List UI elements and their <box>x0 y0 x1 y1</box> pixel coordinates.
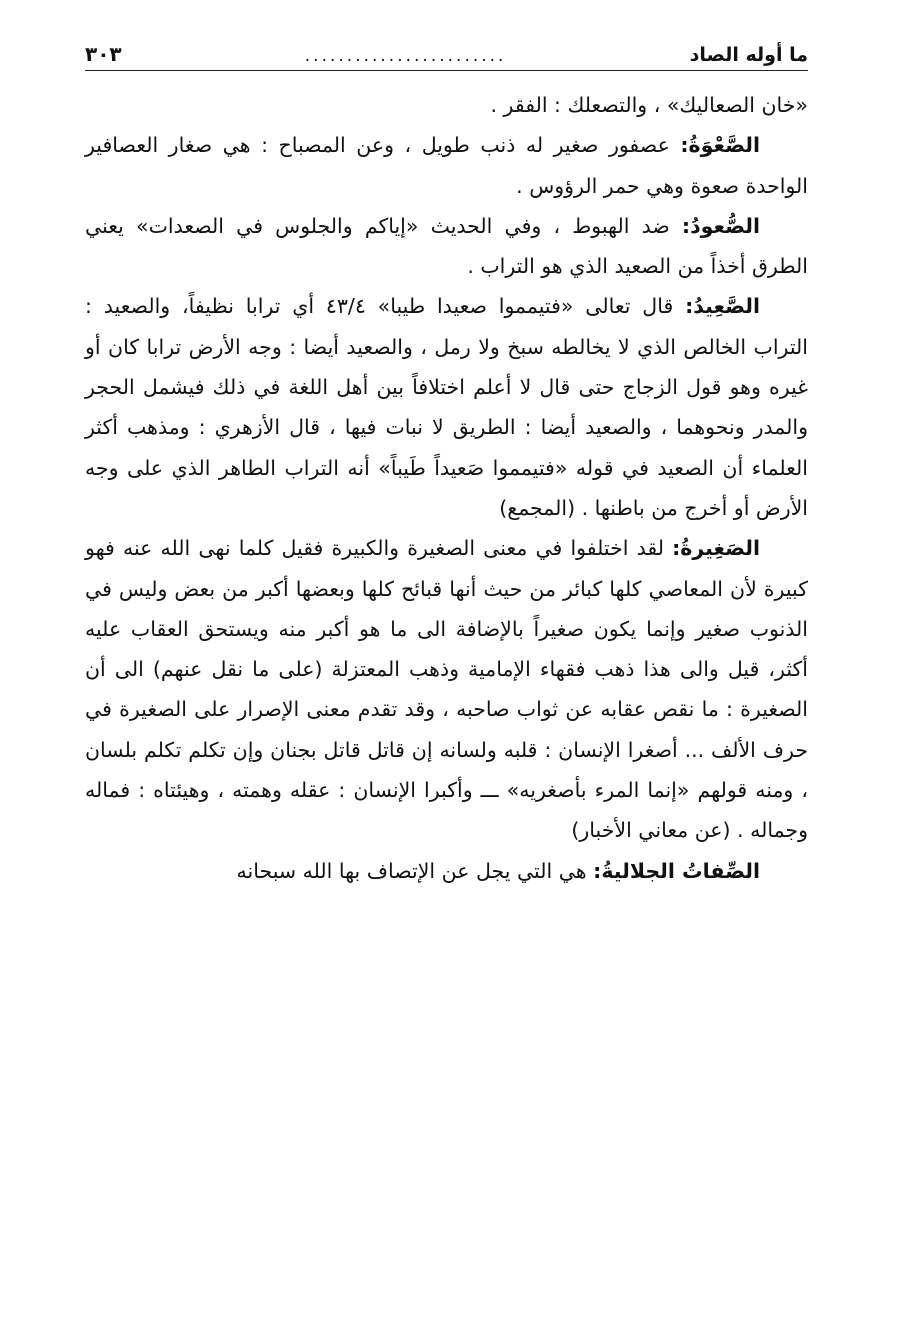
entry-definition: ضد الهبوط ، وفي الحديث «إياكم والجلوس في الصعدات» يعني الطرق أخذاً من الصعيد الذي هو التراب . <box>85 213 808 279</box>
running-header <box>85 30 808 71</box>
entry-definition: لقد اختلفوا في معنى الصغيرة والكبيرة فقيل كلما نهى الله عنه فهو كبيرة لأن المعاصي كلها كبائر من حيث أنها قبائح كلها وبعضها أكبر من بعض وليس في الذنوب صغير وإنما يكون صغيراً بالإضافة الى ما هو أكبر منه ويستحق العقاب عليه أكثر، قيل والى هذا ذهب فقهاء الإمامية وذهب المعتزلة (على ما نقل عنهم) الى أن الصغيرة : ما نقص عقابه عن ثواب صاحبه ، وقد تقدم معنى الإصرار على الصغيرة في حرف الألف ... أصغرا الإنسان : قلبه ولسانه إن قاتل قاتل بجنان وإن تكلم تكلم بلسان ، ومنه قولهم «إنما المرء بأصغريه» ـــ وأكبرا الإنسان : عقله وهمته ، وهيئتاه : فماله وجماله . (عن معاني الأخبار) <box>85 536 808 843</box>
leader-dots: ........................ <box>304 46 507 66</box>
entry-headword: الصَغِيرةُ: <box>672 536 760 561</box>
dictionary-body <box>85 85 808 891</box>
entry-headword: الصُّعودُ: <box>681 213 760 238</box>
running-title: ما أوله الصاد <box>689 44 808 66</box>
continuation-paragraph <box>85 85 808 125</box>
entry-headword: الصِّفاتُ الجلاليةُ: <box>593 858 760 883</box>
entry-saeed <box>85 286 808 528</box>
entry-sifat-jalaliya <box>85 851 808 891</box>
entry-sawah <box>85 125 808 206</box>
entry-definition: هي التي يجل عن الإتصاف بها الله سبحانه <box>236 858 594 883</box>
entry-headword: الصَّعِيدُ: <box>685 294 760 319</box>
entry-suud <box>85 206 808 287</box>
book-page <box>85 30 808 891</box>
entry-definition: عصفور صغير له ذنب طويل ، وعن المصباح : هي صغار العصافير الواحدة صعوة وهي حمر الرؤوس . <box>85 133 808 198</box>
entry-headword: الصَّعْوَةُ: <box>680 133 760 158</box>
entry-sagheera <box>85 528 808 850</box>
paragraph-text: «خان الصعاليك» ، والتصعلك : الفقر . <box>490 93 808 117</box>
entry-definition: قال تعالى «فتيمموا صعيدا طيبا» ٤٣/٤ أي ترابا نظيفاً، والصعيد : التراب الخالص الذي لا يخالطه سبخ ولا رمل ، والصعيد أيضا : وجه الأرض ترابا كان أو غيره وهو قول الزجاج حتى قال لا أعلم اختلافاً بين أهل اللغة في ذلك فيشمل الحجر والمدر ونحوهما ، والصعيد أيضا : الطريق لا نبات فيها ، قال الأزهري : ومذهب أكثر العلماء أن الصعيد في قوله «فتيمموا صَعيداً طَيباً» أنه التراب الطاهر الذي على وجه الأرض أو أخرج من باطنها . (المجمع) <box>85 294 808 520</box>
page-number: ٣٠٣ <box>85 42 122 66</box>
